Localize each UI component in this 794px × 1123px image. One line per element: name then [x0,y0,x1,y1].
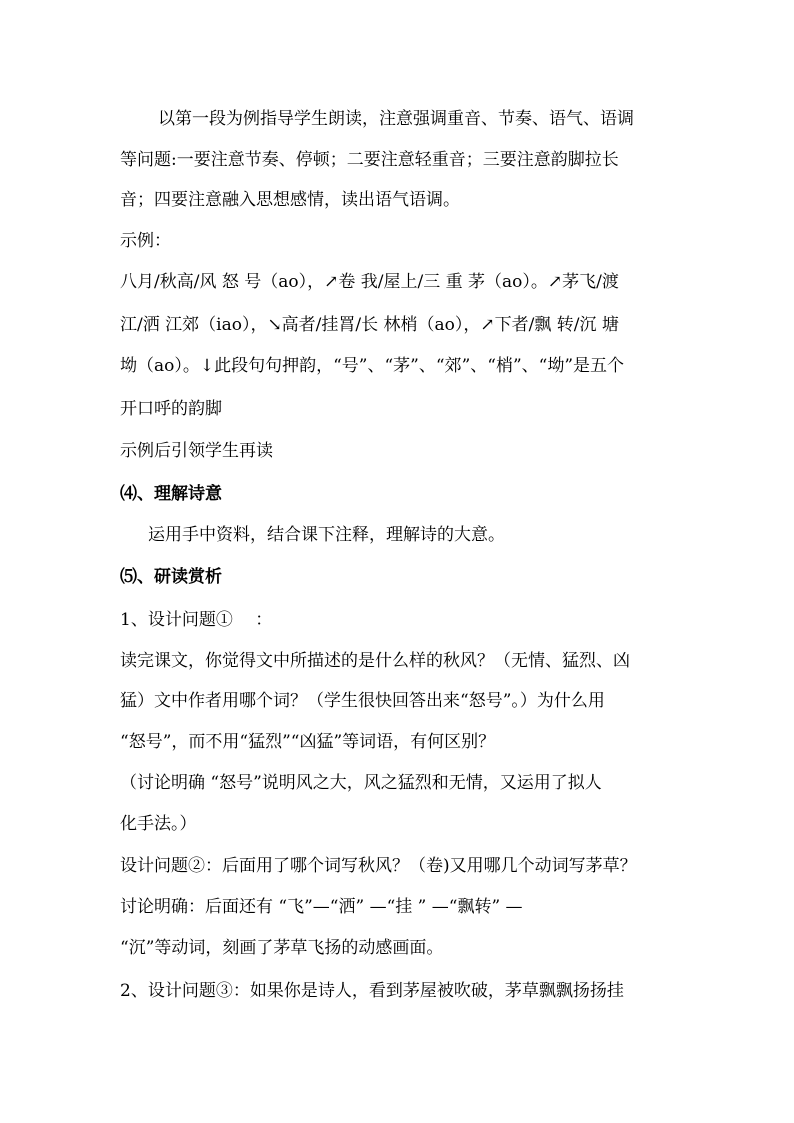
paragraph-line: 读完课文，你觉得文中所描述的是什么样的秋风？（无情、猛烈、凶 [120,651,630,671]
paragraph-line: 示例后引领学生再读 [120,441,273,461]
paragraph-line: 化手法。） [120,814,197,834]
paragraph-line: 以第一段为例指导学生朗读，注意强调重音、节奏、语气、语调 [158,109,634,129]
paragraph-line: 讨论明确：后面还有 “飞”—“洒” —“挂 ” —“飘转” — [120,897,523,917]
poem-line: 坳（ao）。↓此段句句押韵，“号”、“茅”、“郊”、“梢”、“坳”是五个 [120,356,625,376]
paragraph-line: 音；四要注意融入思想感情，读出语气语调。 [120,190,460,210]
example-label: 示例： [120,231,171,251]
poem-line: 江/洒 江郊（iao），↘高者/挂罥/长 林梢（ao），↗下者/飘 转/沉 塘 [120,315,619,335]
paragraph-line: 猛）文中作者用哪个词？（学生很快回答出来“怒号”。）为什么用 [120,691,605,711]
paragraph-line: “沉”等动词，刻画了茅草飞扬的动感画面。 [120,938,444,958]
paragraph-line: 运用手中资料，结合课下注释，理解诗的大意。 [148,525,505,545]
paragraph-line: 等问题:一要注意节奏、停顿；二要注意轻重音；三要注意韵脚拉长 [120,150,619,170]
paragraph-line: 设计问题②：后面用了哪个词写秋风？（卷)又用哪几个动词写茅草？ [120,856,637,876]
paragraph-line: （讨论明确 “怒号”说明风之大，风之猛烈和无情，又运用了拟人 [120,773,602,793]
section-heading: ⑸、研读赏析 [120,567,222,587]
paragraph-line: “怒号”，而不用“猛烈”“凶猛”等词语，有何区别？ [120,732,496,752]
question-heading: 1、设计问题① ： [120,610,273,630]
poem-line: 八月/秋高/风 怒 号（ao），↗卷 我/屋上/三 重 茅（ao）。↗茅飞/渡 [120,272,619,292]
paragraph-line: 2、设计问题③：如果你是诗人，看到茅屋被吹破，茅草飘飘扬扬挂 [120,981,624,1001]
section-heading: ⑷、理解诗意 [120,484,222,504]
poem-line: 开口呼的韵脚 [120,399,222,419]
